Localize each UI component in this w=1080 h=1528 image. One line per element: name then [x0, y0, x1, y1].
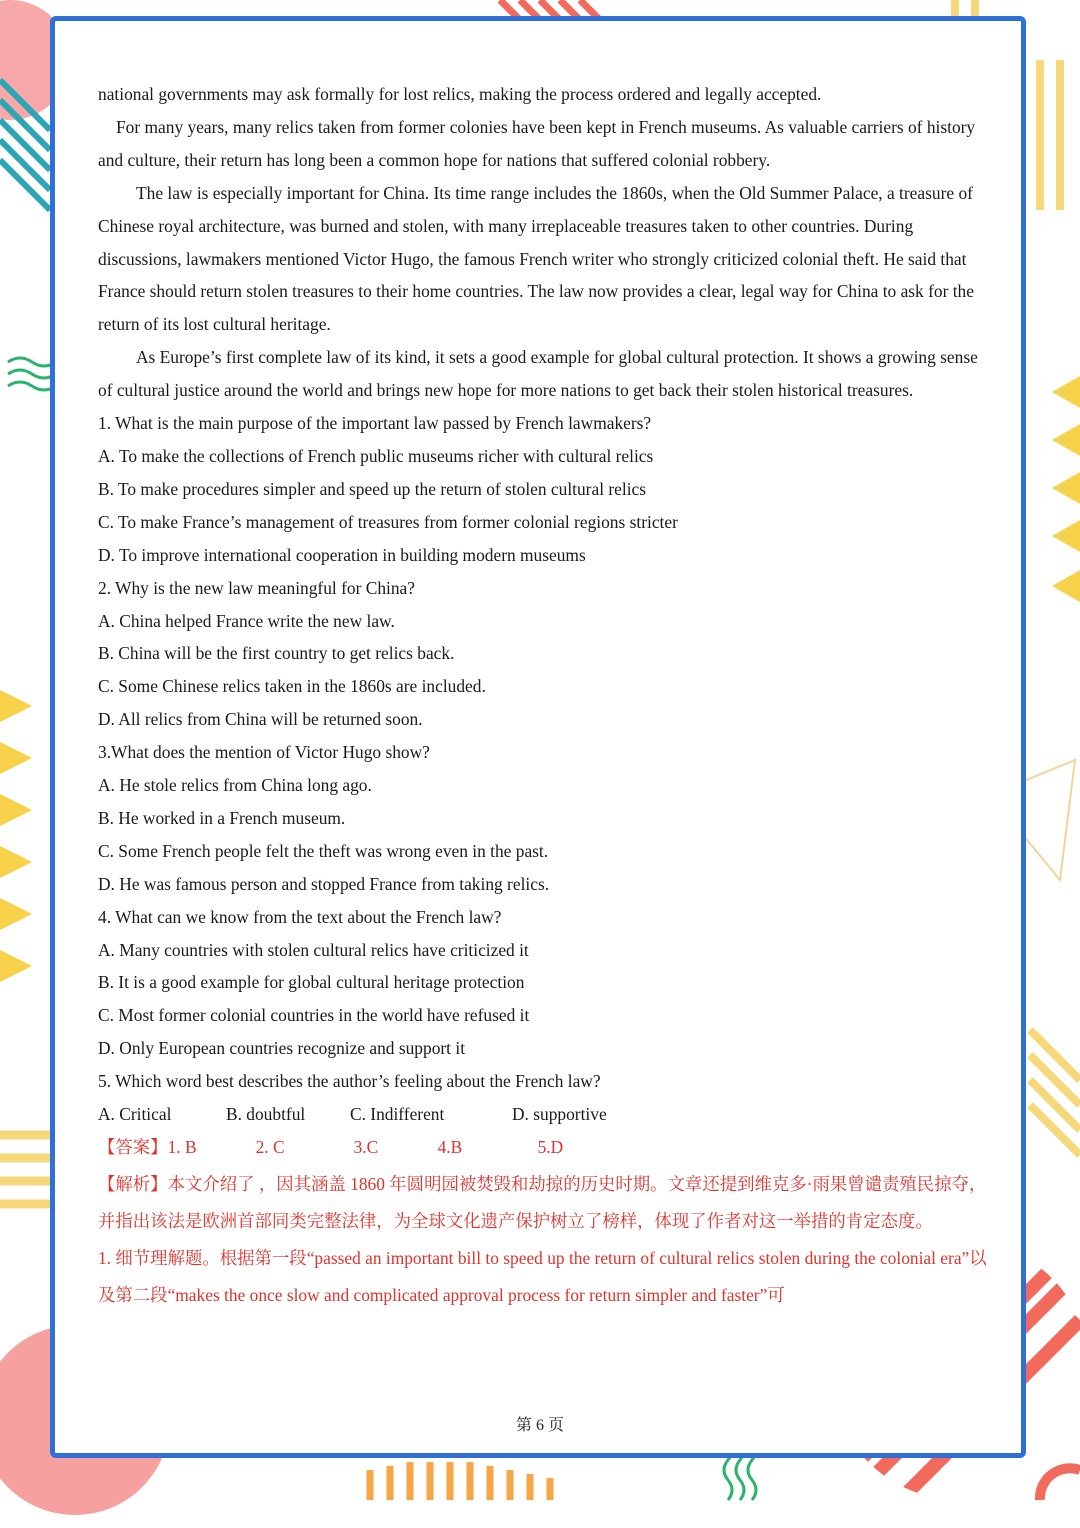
question-option: B. China will be the first country to get relics back. — [98, 643, 455, 664]
answer-item: 5.D — [537, 1137, 564, 1157]
answer-label: 【答案】 — [98, 1137, 168, 1157]
question-option: D. supportive — [512, 1104, 607, 1125]
question-option: C. To make France’s management of treasures from former colonial regions stricter — [98, 511, 678, 532]
passage-paragraph: The law is especially important for China. Its time range includes the 1860s, when the Old Summer Palace, a treasure of Chinese royal architecture, was burned and stolen, with many irreplaceable treasures taken to other countries. During discussions, lawmakers mentioned Victor Hugo, the famous French writer who strongly criticized colonial theft. He said that France should return stolen treasures to their home countries. The law now provides a clear, legal way for China to ask for the return of its lost cultural heritage. — [98, 182, 974, 335]
question-options-row — [98, 1098, 988, 1131]
question-option: B. To make procedures simpler and speed up the return of stolen cultural relics — [98, 478, 647, 499]
answer-item: 2. C — [255, 1137, 285, 1157]
analysis-summary: 【解析】本文介绍了 ，因其涵盖 1860 年圆明园被焚毁和劫掠的历史时期。文章还提到维克多·雨果曾谴责殖民掠夺，并指出该法是欧洲首部同类完整法律，为全球文化遗产保护树立了榜样，体现了作者对这一举措的肯定态度。 — [98, 1173, 987, 1231]
question-option: D. All relics from China will be returned soon. — [98, 709, 423, 730]
question-stem: 3.What does the mention of Victor Hugo show? — [98, 742, 430, 763]
question-option: C. Some Chinese relics taken in the 1860s are included. — [98, 676, 486, 697]
question-stem: 1. What is the main purpose of the important law passed by French lawmakers? — [98, 413, 652, 434]
question-option: B. It is a good example for global cultural heritage protection — [98, 972, 525, 993]
question-option: D. To improve international cooperation in building modern museums — [98, 544, 586, 565]
passage-paragraph: national governments may ask formally for lost relics, making the process ordered and legally accepted. — [98, 84, 822, 104]
question-option: D. Only European countries recognize and support it — [98, 1038, 466, 1059]
question-option: C. Most former colonial countries in the world have refused it — [98, 1005, 530, 1026]
question-stem: 2. Why is the new law meaningful for China? — [98, 577, 415, 598]
question-option: A. Many countries with stolen cultural relics have criticized it — [98, 939, 529, 960]
passage-paragraph: As Europe’s first complete law of its kind, it sets a good example for global cultural protection. It shows a growing sense of cultural justice around the world and brings new hope for more nations to get back their stolen historical treasures. — [98, 347, 978, 401]
question-stem: 4. What can we know from the text about the French law? — [98, 906, 502, 927]
question-option: D. He was famous person and stopped France from taking relics. — [98, 873, 550, 894]
answer-item: 1. B — [167, 1137, 197, 1157]
answer-key — [98, 1131, 988, 1164]
question-option: C. Indifferent — [350, 1104, 445, 1125]
passage-paragraph: For many years, many relics taken from former colonies have been kept in French museums. As valuable carriers of history and culture, their return has long been a common hope for nations that suffered colonial robbery. — [98, 116, 976, 170]
question-option: A. Critical — [98, 1104, 172, 1125]
question-option: A. He stole relics from China long ago. — [98, 775, 372, 796]
answer-item: 3.C — [353, 1137, 379, 1157]
question-option: C. Some French people felt the theft was wrong even in the past. — [98, 840, 549, 861]
question-stem: 5. Which word best describes the author’s feeling about the French law? — [98, 1071, 601, 1092]
question-option: A. China helped France write the new law. — [98, 610, 395, 631]
analysis-detail: 1. 细节理解题。根据第一段“passed an important bill to speed up the return of cultural relics stolen during the colonial era”以及第二段“makes the once slow and complicated approval process for return simpler and faster”可 — [98, 1247, 987, 1305]
question-option: A. To make the collections of French public museums richer with cultural relics — [98, 445, 654, 466]
page-number: 第 6 页 — [515, 1417, 564, 1434]
document-body — [98, 78, 988, 1314]
question-option: B. He worked in a French museum. — [98, 807, 346, 828]
answer-item: 4.B — [437, 1137, 463, 1157]
question-option: B. doubtful — [226, 1104, 306, 1125]
